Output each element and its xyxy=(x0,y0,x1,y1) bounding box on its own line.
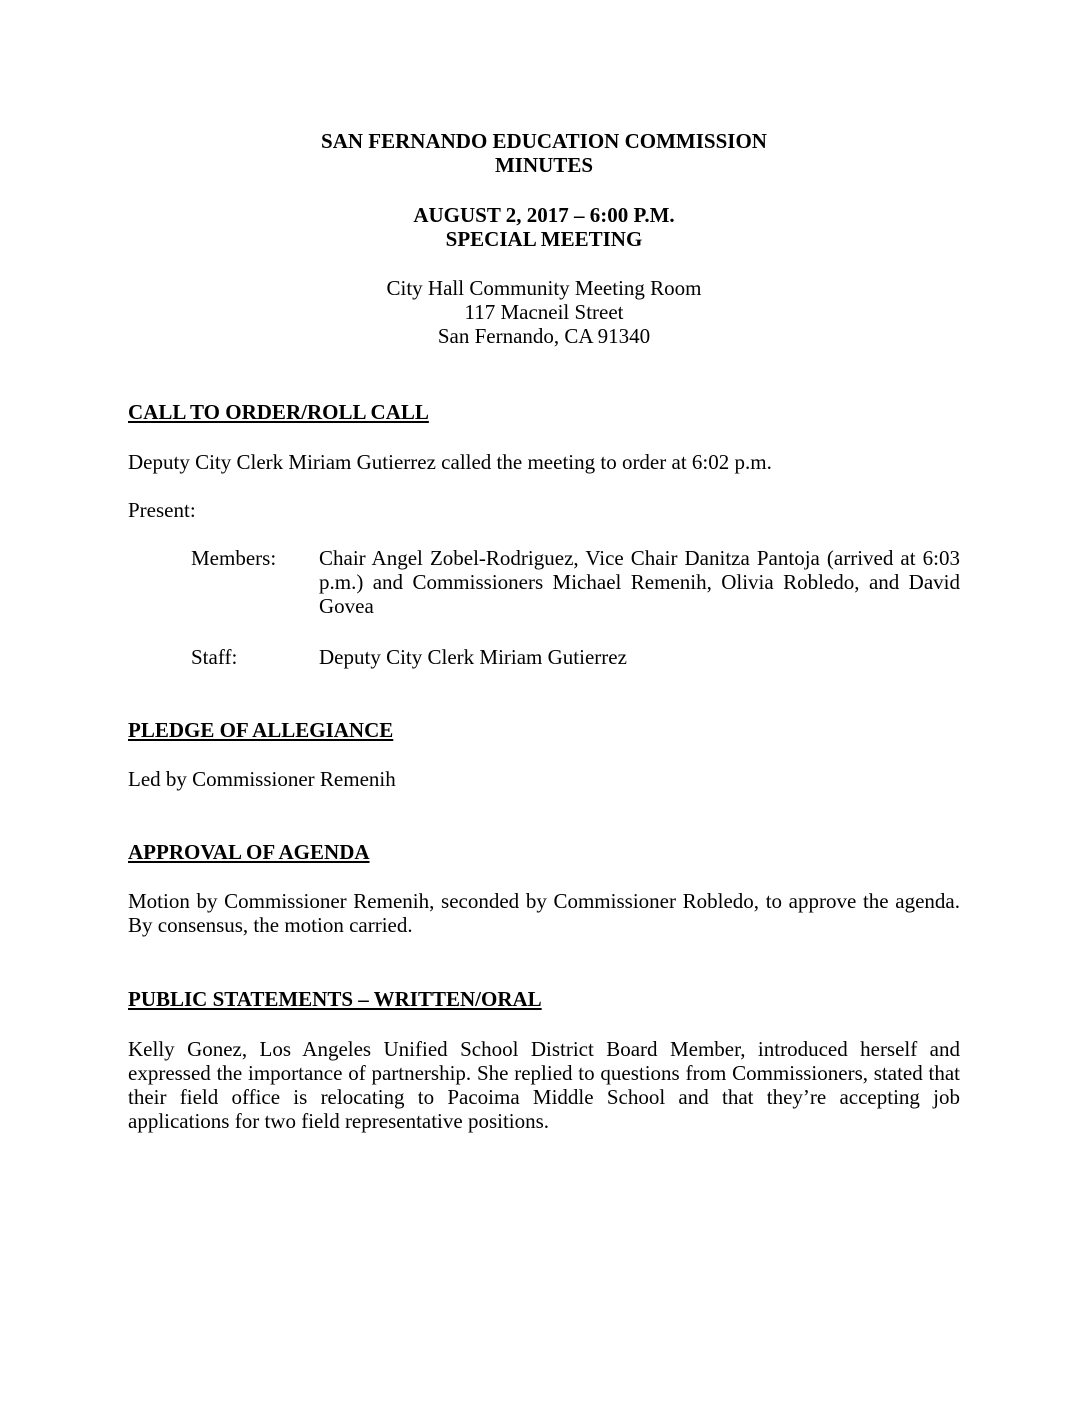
public-statements-text: Kelly Gonez, Los Angeles Unified School District Board Member, introduced herself and expressed the importance of partnership. She replied to questions from Commissioners, stated that their field office is relocating to Pacoima Middle School and that they’re accepting job applications for two field representative positions. xyxy=(128,1037,960,1133)
pledge-text: Led by Commissioner Remenih xyxy=(128,767,396,791)
location-room: City Hall Community Meeting Room xyxy=(386,276,702,300)
members-value: Chair Angel Zobel-Rodriguez, Vice Chair Danitza Pantoja (arrived at 6:03 p.m.) and Commissioners Michael Remenih, Olivia Robledo, and David Govea xyxy=(319,546,960,618)
staff-label: Staff: xyxy=(191,645,238,669)
call-to-order-text: Deputy City Clerk Miriam Gutierrez called the meeting to order at 6:02 p.m. xyxy=(128,450,772,474)
header-block xyxy=(128,129,960,177)
section-heading-call-to-order: CALL TO ORDER/ROLL CALL xyxy=(128,400,429,424)
staff-value: Deputy City Clerk Miriam Gutierrez xyxy=(319,645,627,669)
location-street: 117 Macneil Street xyxy=(464,300,624,324)
meeting-location xyxy=(128,276,960,348)
meeting-info xyxy=(128,203,960,251)
meeting-date: AUGUST 2, 2017 – 6:00 P.M. xyxy=(413,203,675,227)
section-heading-pledge: PLEDGE OF ALLEGIANCE xyxy=(128,718,394,742)
present-label: Present: xyxy=(128,498,196,522)
meeting-type: SPECIAL MEETING xyxy=(445,227,643,251)
section-heading-public-statements: PUBLIC STATEMENTS – WRITTEN/ORAL xyxy=(128,987,542,1011)
document-title: MINUTES xyxy=(494,153,594,177)
approval-text: Motion by Commissioner Remenih, seconded by Commissioner Robledo, to approve the agenda. By consensus, the motion carried. xyxy=(128,889,960,937)
members-label: Members: xyxy=(191,546,277,570)
commission-title: SAN FERNANDO EDUCATION COMMISSION xyxy=(321,129,767,153)
section-heading-approval: APPROVAL OF AGENDA xyxy=(128,840,370,864)
location-city: San Fernando, CA 91340 xyxy=(437,324,651,348)
